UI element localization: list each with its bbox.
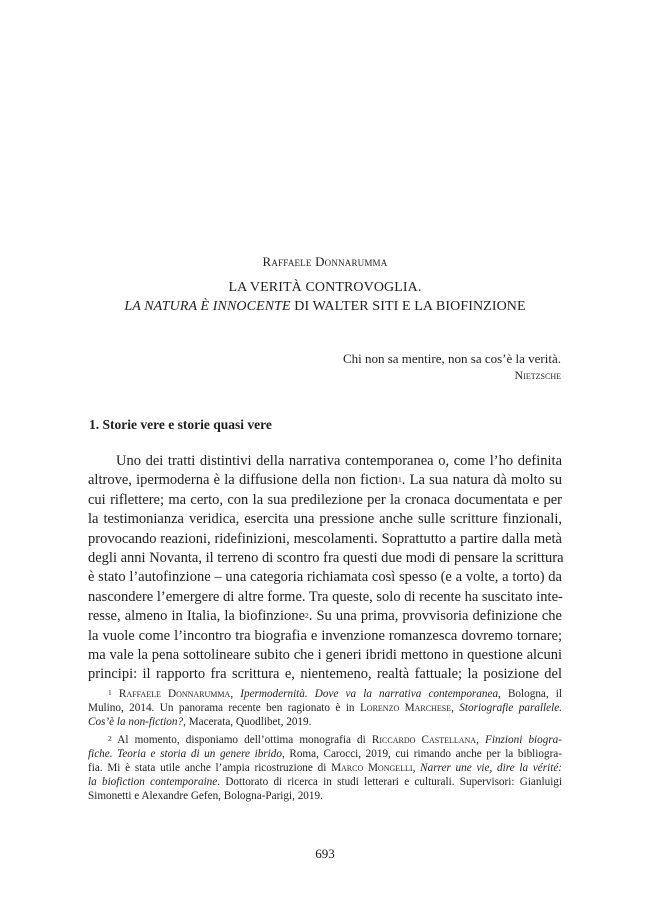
footnote-number: 1 — [108, 688, 112, 697]
footnote-2-line: la biofiction contemporaine. Dottorato di ricerca in studi letterari e culturali. Supervisori: Gianluigi — [88, 776, 562, 788]
footnote-2-line: Simonetti e Alexandre Gefen, Bologna-Parigi, 2019. — [88, 790, 323, 802]
body-line: altrove, ipermoderna è la diffusione della non fiction$^1$. La sua natura dà molto su — [88, 472, 563, 489]
title-italic-work: LA NATURA È INNOCENTE — [124, 299, 291, 314]
footnote-ref-1[interactable]: 1 — [397, 475, 402, 485]
footnote-1-line: Mulino, 2014. Un panorama recente ben ragionato è in Lorenzo Marchese, Storiografie parallele. — [88, 702, 562, 714]
epigraph — [141, 350, 561, 384]
footnotes — [88, 687, 562, 803]
footnote-2-line: fia. Mi è stata utile anche l’ampia ricostruzione di Marco Mongelli, Narrer une vie, dire la vérité: — [88, 762, 563, 774]
page-number: 693 — [315, 846, 335, 861]
title-line-2-rest: DI WALTER SITI E LA BIOFINZIONE — [290, 299, 526, 314]
footnote-1-line: Cos’è la non-fiction?, Macerata, Quodlibet, 2019. — [88, 716, 312, 728]
footnote-ref-2[interactable]: 2 — [304, 611, 309, 621]
body-line: cui riflettere; ma certo, con la sua predilezione per la cronaca documentata e per — [88, 491, 562, 508]
title-line-1: LA VERITÀ CONTROVOGLIA. — [228, 280, 422, 295]
body-line: ma vale la pena sottolineare subito che i generi ibridi mettono in questione alcuni — [88, 646, 562, 663]
epigraph-attribution: Nietzsche — [514, 368, 561, 382]
body-line: provocando reazioni, ridefinizioni, mescolamenti. Soprattutto a partire dalla metà — [88, 530, 562, 547]
footnote-number: 2 — [108, 734, 112, 743]
body-line: principi: il rapporto fra scrittura e, nientemeno, realtà fattuale; la posizione del — [88, 666, 562, 683]
footnote-2-line: $^2$ Al momento, disponiamo dell’ottima monografia di Riccardo Castellana, Finzioni biogra- — [108, 734, 563, 746]
epigraph-quote: Chi non sa mentire, non sa cos’è la verità. — [342, 351, 561, 366]
footnote-1-line: $^1$ Raffaele Donnarumma, Ipermodernità. Dove va la narrativa contemporanea, Bologna, il — [108, 688, 563, 700]
section-heading: 1. Storie vere e storie quasi vere — [89, 417, 272, 432]
article-title — [40, 278, 610, 316]
body-line: resse, almeno in Italia, la biofinzione$^2$. Su una prima, provvisoria definizione che — [88, 608, 562, 625]
body-line: degli anni Novanta, il terreno di scontro fra questi due modi di pensare la scrittura — [88, 549, 564, 566]
footnote-2-line: fiche. Teoria e storia di un genere ibrido, Roma, Carocci, 2019, cui rimando anche per la bibliogra- — [88, 748, 563, 760]
title-line-2 — [40, 297, 610, 316]
body-paragraph — [88, 452, 562, 685]
body-line: è stato l’autofinzione – una categoria richiamata così spesso (e a volte, a torto) da — [88, 569, 562, 586]
body-line: la vuole come l’incontro tra biografia e invenzione romanzesca dovremo tornare; — [88, 627, 562, 644]
body-line: Uno dei tratti distintivi della narrativa contemporanea o, come l’ho definita — [116, 453, 562, 469]
article-author: Raffaele Donnarumma — [262, 254, 388, 269]
body-line: la testimonianza veridica, esercita una pressione anche sulle scritture finzionali, — [88, 511, 562, 528]
body-line: nascondere l’emergere di altre forme. Tra queste, solo di recente ha suscitato inte- — [88, 588, 563, 605]
